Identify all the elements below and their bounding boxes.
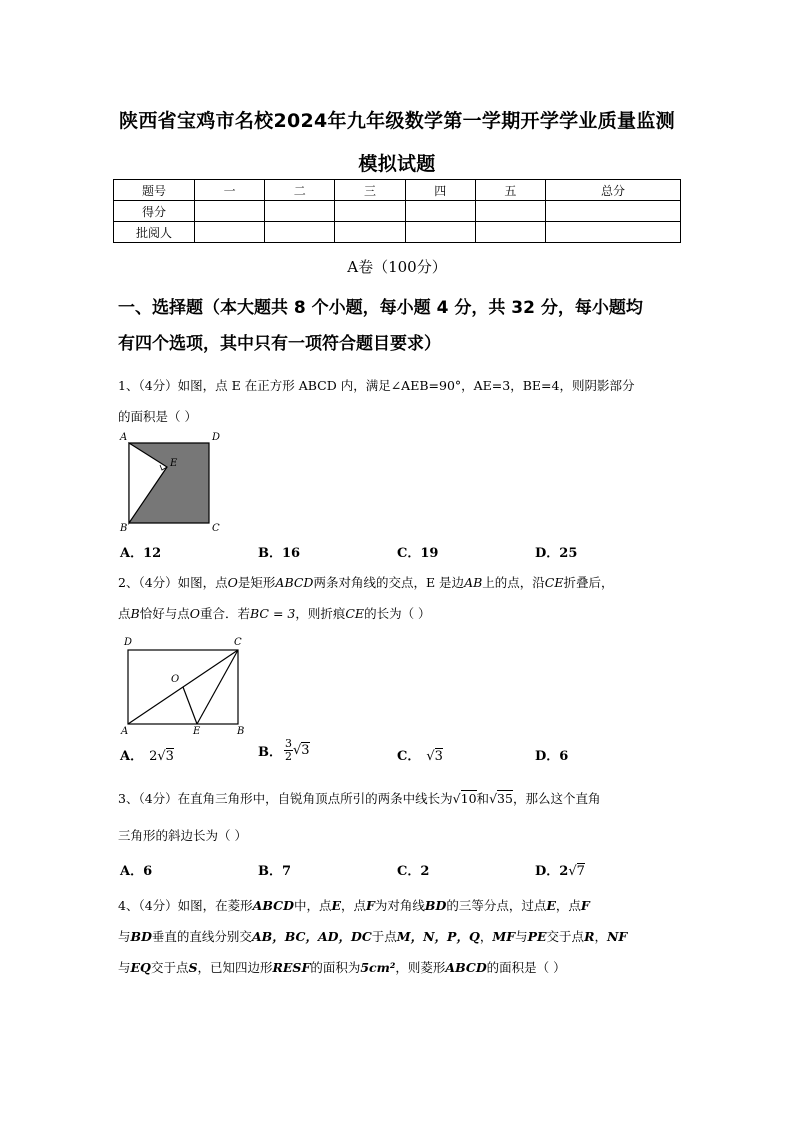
math: M，N，P，Q xyxy=(396,929,480,944)
question-1 xyxy=(118,370,678,432)
q1-option-b[interactable]: B．16 xyxy=(258,546,301,561)
q2-line2 xyxy=(118,598,678,629)
text: 垂直的直线分别交 xyxy=(151,929,252,944)
text: 是矩形 xyxy=(237,575,276,590)
text: 和 xyxy=(476,791,490,806)
table-cell: 总分 xyxy=(546,180,681,201)
score-table xyxy=(113,179,681,243)
text: ，则折痕 xyxy=(295,606,346,621)
text: 4、（4分）如图，在菱形 xyxy=(118,898,253,913)
q2-label-a: A xyxy=(121,726,129,735)
math: O xyxy=(227,575,238,590)
numerator: 3 xyxy=(285,737,292,750)
math: BC = 3 xyxy=(249,606,296,621)
math: NF xyxy=(606,929,628,944)
sqrt-sign: √ xyxy=(452,791,461,806)
q2-option-c[interactable] xyxy=(397,745,443,764)
math: F xyxy=(580,898,590,913)
q2-label-o: O xyxy=(171,674,180,685)
q3-line1 xyxy=(118,783,678,814)
score-input-cell[interactable] xyxy=(475,201,545,222)
table-cell: 四 xyxy=(405,180,475,201)
math: AB xyxy=(464,575,483,590)
table-cell: 题号 xyxy=(114,180,195,201)
q1-line2: 的面积是（ ） xyxy=(118,409,197,424)
q2-label-b: B xyxy=(237,726,245,735)
table-cell: 批阅人 xyxy=(114,222,195,243)
text: ，点 xyxy=(555,898,581,913)
text: 的长为（ ） xyxy=(364,606,431,621)
q2-label-d: D xyxy=(124,637,133,648)
text: ，已知四边形 xyxy=(197,960,273,975)
q2-figure xyxy=(115,630,255,735)
text: 的面积是（ ） xyxy=(486,960,566,975)
text: 与 xyxy=(118,960,131,975)
q3-line2: 三角形的斜边长为（ ） xyxy=(118,828,247,843)
reviewer-input-cell[interactable] xyxy=(265,222,335,243)
math: O xyxy=(189,606,200,621)
q3-option-c[interactable]: C．2 xyxy=(397,864,430,879)
table-cell: 三 xyxy=(335,180,405,201)
math: EQ xyxy=(130,960,151,975)
math: RESF xyxy=(272,960,311,975)
score-table-row xyxy=(114,201,681,222)
q2-option-a[interactable] xyxy=(120,745,174,764)
text: 重合．若 xyxy=(199,606,250,621)
q2-fold-line xyxy=(197,650,238,724)
q3-option-d[interactable] xyxy=(535,860,585,879)
math: S xyxy=(188,960,198,975)
reviewer-input-cell[interactable] xyxy=(195,222,265,243)
question-3 xyxy=(118,783,678,851)
math: 2 xyxy=(149,749,158,764)
reviewer-input-cell[interactable] xyxy=(546,222,681,243)
math: AB，BC，AD，DC xyxy=(251,929,372,944)
exam-title-line1: 陕西省宝鸡市名校2024年九年级数学第一学期开学学业质量监测 xyxy=(119,110,675,132)
score-input-cell[interactable] xyxy=(546,201,681,222)
text: ，那么这个直角 xyxy=(512,791,601,806)
q1-line1: 1、（4分）如图，点 E 在正方形 ABCD 内，满足∠AEB=90°，AE=3，BE=4，则阴影部分 xyxy=(118,378,635,393)
math: E xyxy=(546,898,556,913)
q1-option-a[interactable]: A．12 xyxy=(120,546,162,561)
radicand: 3 xyxy=(165,749,174,764)
q1-label-b: B xyxy=(120,523,128,534)
radicand: 10 xyxy=(460,791,477,806)
q2-option-b[interactable] xyxy=(258,738,310,763)
section1-heading xyxy=(118,292,688,360)
q2-label-e: E xyxy=(193,726,201,735)
q4-line3 xyxy=(118,952,678,983)
reviewer-input-cell[interactable] xyxy=(405,222,475,243)
reviewer-input-cell[interactable] xyxy=(335,222,405,243)
text: 中，点 xyxy=(293,898,332,913)
score-input-cell[interactable] xyxy=(405,201,475,222)
score-input-cell[interactable] xyxy=(195,201,265,222)
text: 折叠后， xyxy=(563,575,614,590)
radicand: 7 xyxy=(576,864,585,879)
math: R xyxy=(584,929,595,944)
sqrt-sign: √ xyxy=(293,743,302,758)
math: 5cm² xyxy=(360,960,396,975)
text: ，点 xyxy=(341,898,367,913)
score-table-header-row xyxy=(114,180,681,201)
q2-option-d[interactable]: D．6 xyxy=(535,749,569,764)
text: 3、（4分）在直角三角形中，自锐角顶点所引的两条中线长为 xyxy=(118,791,453,806)
radicand: 3 xyxy=(301,743,310,758)
q2-line1 xyxy=(118,567,678,598)
text: 与 xyxy=(118,929,131,944)
option-label: C． xyxy=(397,749,421,764)
q2-segment-oe xyxy=(183,687,197,724)
text: ， xyxy=(479,929,493,944)
radicand: 35 xyxy=(497,791,513,806)
math: MF xyxy=(492,929,516,944)
sqrt-sign: √ xyxy=(426,749,435,764)
reviewer-input-cell[interactable] xyxy=(475,222,545,243)
q1-option-c[interactable]: C．19 xyxy=(397,546,439,561)
score-table-row xyxy=(114,222,681,243)
q1-label-d: D xyxy=(212,432,221,443)
math: B xyxy=(130,606,140,621)
math: E xyxy=(331,898,341,913)
text: 与 xyxy=(515,929,528,944)
table-cell: 五 xyxy=(475,180,545,201)
q1-label-e: E xyxy=(170,458,178,469)
table-cell: 一 xyxy=(195,180,265,201)
sqrt-sign: √ xyxy=(157,749,166,764)
text: 于点 xyxy=(371,929,397,944)
math: BD xyxy=(130,929,152,944)
math: ABCD xyxy=(275,575,314,590)
paper-a-heading: A卷（100分） xyxy=(347,258,447,276)
option-label: D．2 xyxy=(535,864,569,879)
text: 的三等分点，过点 xyxy=(446,898,547,913)
score-input-cell[interactable] xyxy=(335,201,405,222)
q1-figure xyxy=(115,430,225,535)
fraction xyxy=(284,738,293,763)
q1-label-a: A xyxy=(120,432,128,443)
section1-line2: 有四个选项，其中只有一项符合题目要求） xyxy=(118,334,441,354)
math: BD xyxy=(424,898,447,913)
text: ， xyxy=(594,929,607,944)
math: ABCD xyxy=(445,960,487,975)
text: 的面积为 xyxy=(310,960,361,975)
option-label: B． xyxy=(258,745,282,760)
text: ，则菱形 xyxy=(395,960,446,975)
text: 两条对角线的交点，E 是边 xyxy=(313,575,465,590)
question-4 xyxy=(118,890,678,983)
sqrt-sign: √ xyxy=(568,864,577,879)
math: CE xyxy=(544,575,564,590)
q4-line1 xyxy=(118,890,678,921)
exam-title-line2: 模拟试题 xyxy=(358,153,436,175)
radicand: 3 xyxy=(434,749,443,764)
text: 恰好与点 xyxy=(139,606,190,621)
q4-line2 xyxy=(118,921,678,952)
table-cell: 二 xyxy=(265,180,335,201)
section1-line1: 一、选择题（本大题共 8 个小题，每小题 4 分，共 32 分，每小题均 xyxy=(118,298,643,318)
sqrt-sign: √ xyxy=(489,791,498,806)
math: CE xyxy=(345,606,365,621)
q3-option-b[interactable]: B．7 xyxy=(258,864,292,879)
q3-option-a[interactable]: A．6 xyxy=(120,864,153,879)
option-label: A． xyxy=(120,749,144,764)
text: 交于点 xyxy=(150,960,189,975)
text: 点 xyxy=(118,606,131,621)
math: PE xyxy=(527,929,547,944)
score-input-cell[interactable] xyxy=(265,201,335,222)
text: 交于点 xyxy=(546,929,585,944)
table-cell: 得分 xyxy=(114,201,195,222)
q2-label-c: C xyxy=(234,637,242,648)
q1-label-c: C xyxy=(212,523,220,534)
question-2 xyxy=(118,567,678,629)
text: 2、（4分）如图，点 xyxy=(118,575,228,590)
text: 上的点，沿 xyxy=(482,575,545,590)
math: F xyxy=(366,898,375,913)
math: ABCD xyxy=(252,898,294,913)
denominator: 2 xyxy=(285,750,292,763)
text: 为对角线 xyxy=(374,898,425,913)
q1-option-d[interactable]: D．25 xyxy=(535,546,578,561)
